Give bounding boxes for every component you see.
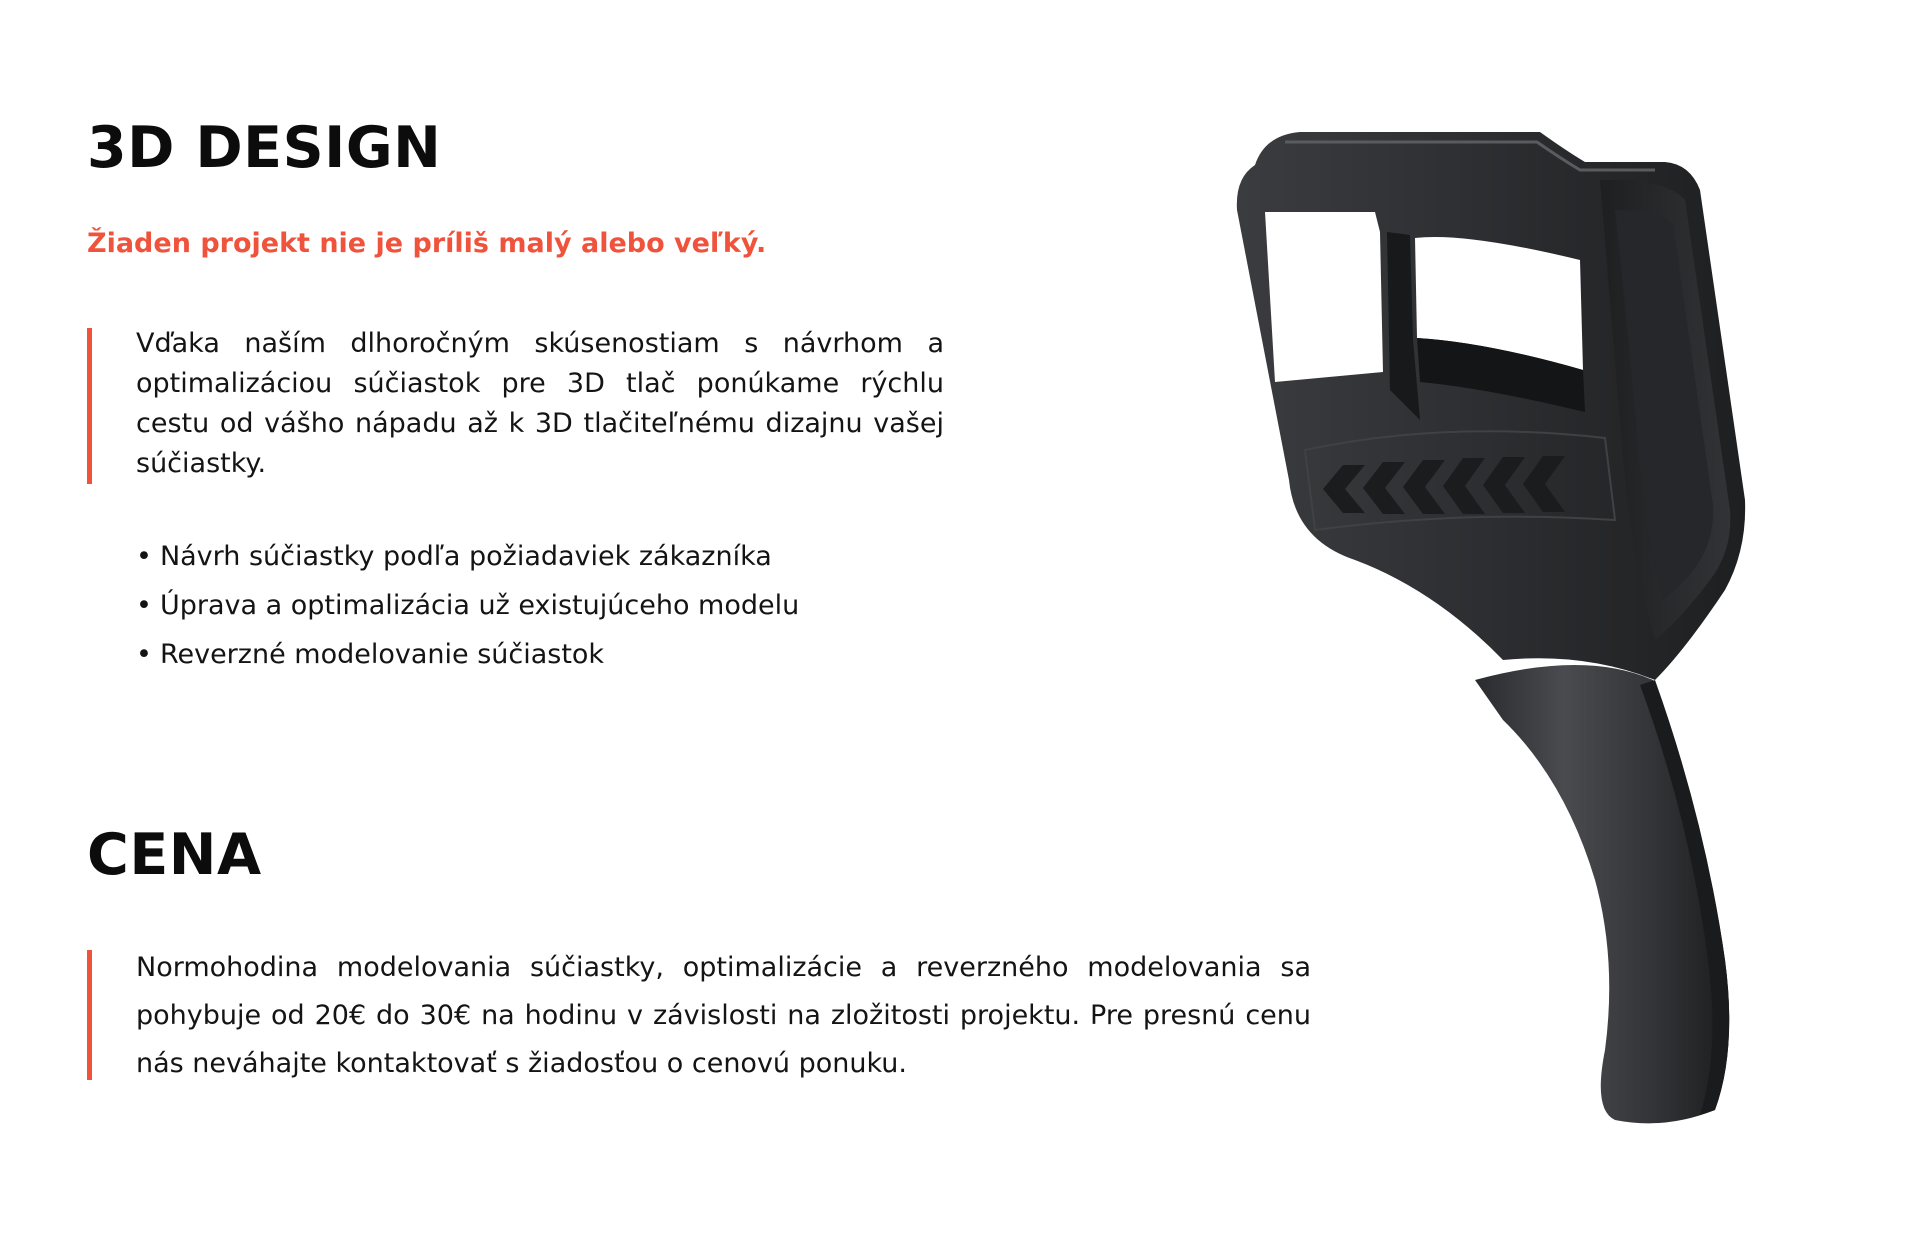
- price-heading: CENA: [87, 822, 262, 888]
- design-subtitle: Žiaden projekt nie je príliš malý alebo veľký.: [87, 228, 767, 259]
- list-item: • Návrh súčiastky podľa požiadaviek zákazníka: [136, 532, 799, 581]
- product-image: [1185, 120, 1805, 1150]
- list-item: • Reverzné modelovanie súčiastok: [136, 630, 799, 679]
- handle-shape: [1475, 665, 1729, 1123]
- window-left: [1265, 212, 1383, 382]
- service-list: [136, 532, 799, 679]
- design-heading: 3D DESIGN: [87, 115, 442, 181]
- list-item: • Úprava a optimalizácia už existujúceho modelu: [136, 581, 799, 630]
- accent-bar: [87, 328, 92, 484]
- price-paragraph: Normohodina modelovania súčiastky, optimalizácie a reverzného modelovania sa pohybuje od 20€ do 30€ na hodinu v závislosti na zložitosti projektu. Pre presnú cenu nás neváhajte kontaktovať s žiadosťou o cenovú ponuku.: [136, 952, 1311, 1079]
- accent-bar: [87, 950, 92, 1080]
- design-intro-paragraph: Vďaka naším dlhoročným skúsenostiam s návrhom a optimalizáciou súčiastok pre 3D tlač ponúkame rýchlu cestu od vášho nápadu až k 3D tlačiteľnému dizajnu vašej súčiastky.: [136, 328, 944, 479]
